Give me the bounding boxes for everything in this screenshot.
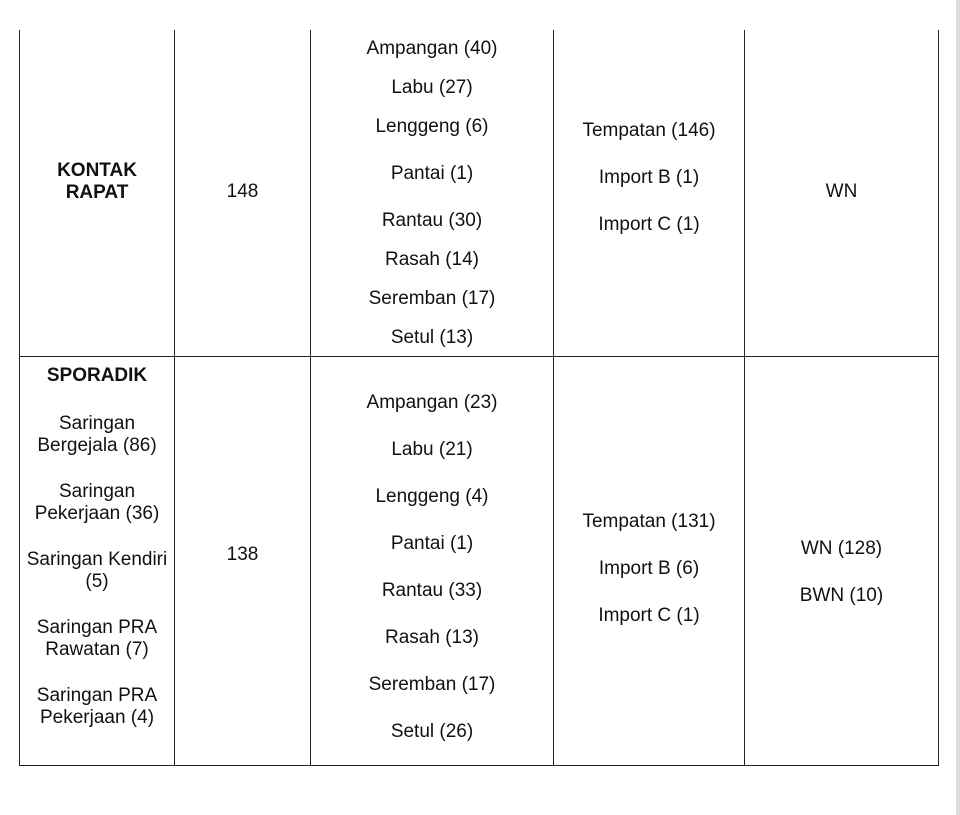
count-cell [175, 357, 311, 766]
location-list [311, 38, 553, 349]
page-edge-shadow [956, 0, 960, 815]
subcategory-item: Saringan Bergejala (86) [37, 413, 157, 456]
subcategory-item: Saringan Kendiri (5) [26, 549, 168, 592]
citizenship-cell [745, 30, 939, 357]
location-item: Labu (27) [391, 76, 473, 98]
case-breakdown-table [19, 30, 939, 766]
origin-item: Import C (1) [598, 214, 700, 235]
category-label: KONTAK RAPAT [57, 160, 137, 203]
location-item: Pantai (1) [390, 162, 474, 184]
count-cell [175, 30, 311, 357]
location-item: Rasah (14) [385, 248, 479, 270]
location-item: Setul (13) [390, 326, 474, 348]
origin-item: Import B (1) [598, 167, 700, 188]
category-cell [20, 30, 175, 357]
origin-item: Import C (1) [598, 605, 700, 626]
location-item: Pantai (1) [390, 532, 474, 554]
subcategory-item: Saringan PRA Pekerjaan (4) [36, 685, 158, 728]
location-item: Rantau (30) [381, 209, 483, 231]
location-item: Setul (26) [390, 720, 474, 742]
category-label: SPORADIK [46, 365, 148, 386]
table-row-sporadik [20, 357, 939, 766]
origin-item: Import B (6) [598, 558, 700, 579]
citizenship-cell [745, 357, 939, 766]
location-item: Ampangan (40) [366, 37, 498, 59]
location-list [311, 380, 553, 743]
location-item: Rasah (13) [385, 626, 479, 648]
location-item: Lenggeng (4) [375, 485, 489, 507]
origin-list [554, 495, 744, 627]
origin-item: Tempatan (131) [582, 511, 716, 532]
subcategory-item: Saringan PRA Rawatan (7) [36, 617, 158, 660]
sporadik-category-group [20, 357, 174, 765]
locations-cell [311, 30, 554, 357]
locations-cell [311, 357, 554, 766]
case-count: 148 [226, 181, 259, 202]
origin-cell [554, 30, 745, 357]
citizenship-item: WN (128) [800, 537, 883, 559]
citizenship-list [745, 516, 938, 607]
origin-cell [554, 357, 745, 766]
location-item: Labu (21) [391, 438, 473, 460]
location-item: Seremban (17) [368, 673, 496, 695]
case-count: 138 [226, 544, 259, 565]
subcategory-item: Saringan Pekerjaan (36) [34, 481, 160, 524]
citizenship-item: BWN (10) [799, 584, 884, 606]
location-item: Ampangan (23) [366, 391, 498, 413]
location-item: Lenggeng (6) [375, 115, 489, 137]
table-row-kontak-rapat [20, 30, 939, 357]
citizenship-list [745, 181, 938, 205]
origin-list [554, 120, 744, 266]
category-cell [20, 357, 175, 766]
location-item: Seremban (17) [368, 287, 496, 309]
citizenship-item: WN [825, 181, 858, 202]
origin-item: Tempatan (146) [582, 120, 716, 141]
location-item: Rantau (33) [381, 579, 483, 601]
